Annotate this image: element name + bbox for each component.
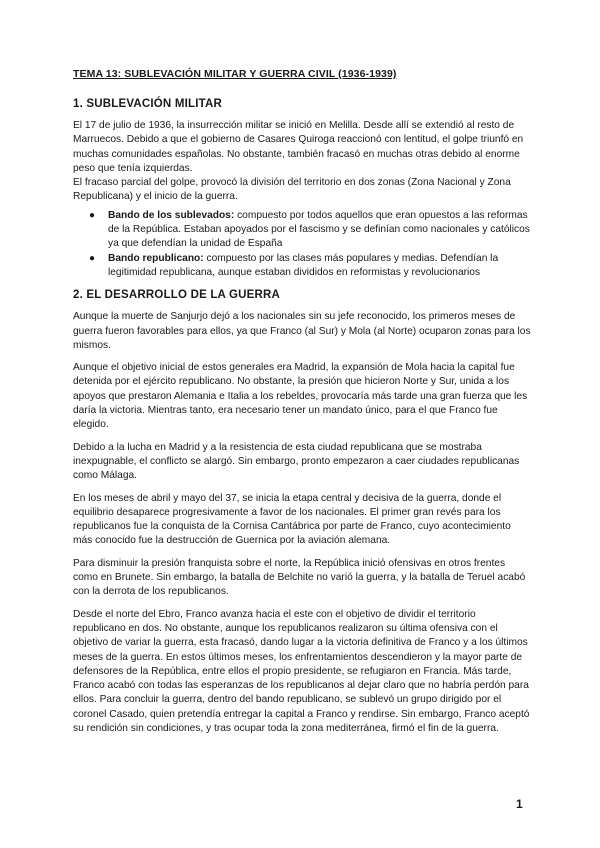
list-item bbox=[73, 252, 531, 281]
paragraph: Aunque el objetivo inicial de estos generales era Madrid, la expansión de Mola hacia la capital fue detenida por el ejército republicano. No obstante, la presión que hicieron Norte y Sur, unida a los apoyos que prestaron Alemania e Italia a los rebeldes, provocaría más tarde una gran fuerza que les daría la victoria. Mientras tanto, era necesario tener un mandato único, para el que Franco fue elegido. bbox=[73, 362, 528, 431]
paragraph: Aunque la muerte de Sanjurjo dejó a los nacionales sin su jefe reconocido, los primeros meses de guerra fueron favorables para ellos, ya que Franco (al Sur) y Mola (al Norte) ocuparon zonas para los mismos. bbox=[73, 311, 531, 351]
document-title: TEMA 13: SUBLEVACIÓN MILITAR Y GUERRA CIVIL (1936-1939) bbox=[73, 68, 397, 80]
paragraph: Debido a la lucha en Madrid y a la resistencia de esta ciudad republicana que se mostraba inexpugnable, el conflicto se alargó. Sin embargo, pronto empezaron a caer ciudades republicanas como Málaga. bbox=[73, 441, 520, 482]
section-heading-desarrollo: 2. EL DESARROLLO DE LA GUERRA bbox=[73, 289, 281, 302]
bullet-icon: ● bbox=[89, 209, 96, 221]
bullet-icon: ● bbox=[89, 252, 96, 264]
paragraph: El fracaso parcial del golpe, provocó la división del territorio en dos zonas (Zona Nacional y Zona Republicana) y el inicio de la guerra. bbox=[73, 177, 511, 203]
paragraph: Para disminuir la presión franquista sobre el norte, la República inició ofensivas en otros frentes como en Brunete. Sin embargo, la batalla de Belchite no varió la guerra, y la batalla de Teruel acabó con la derrota de los republicanos. bbox=[73, 557, 526, 598]
paragraph: En los meses de abril y mayo del 37, se inicia la etapa central y decisiva de la guerra, donde el equilibrio desaparece progresivamente a favor de los nacionales. El primer gran revés para los republicanos fue la conquista de la Cornisa Cantábrica por parte de Franco, cuyo acontecimiento más conocido fue la destrucción de Guernica por la aviación alemana. bbox=[73, 492, 511, 547]
document-page bbox=[73, 68, 531, 744]
bullet-label: Bando de los sublevados: bbox=[108, 209, 235, 221]
bullet-list bbox=[73, 209, 531, 280]
bullet-text: compuesto por todos aquellos que eran opuestos a las reformas de la República. Estaban apoyados por el fascismo y se definían como nacionales y católicos ya que defendían la unidad de España bbox=[108, 209, 530, 250]
page-number: 1 bbox=[516, 797, 523, 811]
bullet-text: compuesto por las clases más populares y medias. Defendían la legitimidad republicana, aunque estaban divididos en reformistas y revolucionarios bbox=[108, 252, 499, 278]
paragraph: El 17 de julio de 1936, la insurrección militar se inició en Melilla. Desde allí se extendió al resto de Marruecos. Debido a que el gobierno de Casares Quiroga reaccionó con lentitud, el golpe triunfó en muchas comunidades españolas. No obstante, también fracasó en muchas otras debido al enorme peso que tenía izquierdas. bbox=[73, 120, 524, 174]
bullet-label: Bando republicano: bbox=[108, 252, 204, 264]
paragraph: Desde el norte del Ebro, Franco avanza hacia el este con el objetivo de dividir el territorio republicano en dos. No obstante, aunque los republicanos realizaron su última ofensiva con el objetivo de variar la guerra, esta fracasó, dando lugar a la victoria definitiva de Franco y a los últimos meses de la guerra. En estos últimos meses, los enfrentamientos descendieron y la mayor parte de defensores de la República, entre ellos el propio presidente, se refugiaron en Francia. Más tarde, Franco acabó con todas las esperanzas de los republicanos al dejar claro que no habría perdón para ellos. Para concluir la guerra, dentro del bando republicano, se sublevó un grupo dirigido por el coronel Casado, quien pretendía entregar la capital a Franco y rendirse. Sin embargo, Franco aceptó su rendición sin condiciones, y tras ocupar toda la zona mediterránea, firmó el fin de la guerra. bbox=[73, 608, 530, 734]
list-item bbox=[73, 209, 531, 252]
section-heading-sublevacion: 1. SUBLEVACIÓN MILITAR bbox=[73, 98, 223, 110]
